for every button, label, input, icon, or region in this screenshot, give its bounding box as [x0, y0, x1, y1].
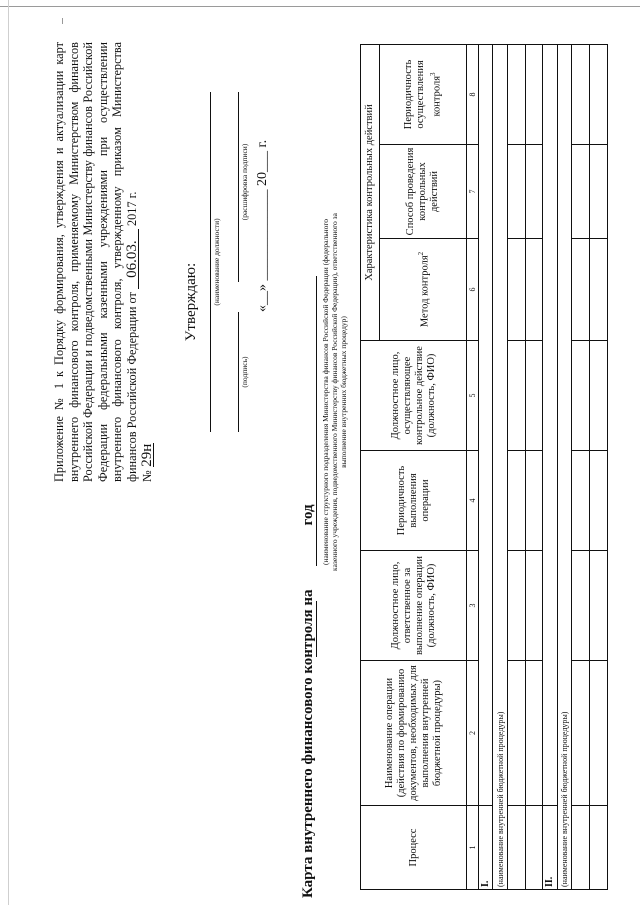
section-1-caption: (наименование внутренней бюджетной процедуры) — [493, 44, 508, 889]
header-method-text: Метод контроля — [419, 255, 431, 328]
header-process: Процесс — [361, 806, 467, 890]
card-title-text: Карта внутреннего финансового контроля на — [300, 589, 316, 898]
position-caption: (наименование должности) — [212, 218, 221, 306]
table-row — [572, 44, 590, 889]
section-1-number: I. — [478, 806, 493, 890]
position-line — [210, 92, 211, 432]
order-number: 29н — [138, 443, 155, 467]
section-2-row — [543, 44, 558, 805]
header-characteristics: Характеристика контрольных действий — [361, 44, 380, 340]
col-number: 4 — [467, 451, 478, 551]
col-number: 6 — [467, 239, 478, 341]
footnote-3: 3 — [428, 72, 437, 76]
appendix-text: Приложение № 1 к Порядку формирования, утверждения и актуализации карт внутреннего финансового контроля, применяемому Министерством финансов Российской Федерации и подведомственными Министерству финансов Российской Федерации федеральными казенными учреждениями при осуществлении внутреннего финансового контроля, утвержденному приказом Министерства финансов Российской Федерации от — [52, 42, 139, 482]
name-caption: (расшифровка подписи) — [240, 143, 249, 221]
year-blank-line — [316, 601, 317, 657]
header-way: Способ проведения контрольных действий — [379, 145, 467, 239]
footnote-2: 2 — [416, 251, 425, 256]
appendix-header — [52, 42, 154, 482]
header-periodicity-operation: Периодичность выполнения операции — [361, 451, 467, 551]
section-2-caption: (наименование внутренней бюджетной процедуры) — [557, 44, 572, 889]
col-number: 5 — [467, 341, 478, 451]
table-row — [507, 44, 525, 889]
col-number: 8 — [467, 44, 478, 144]
table-row — [590, 44, 608, 889]
col-number: 2 — [467, 661, 478, 806]
table-row — [525, 44, 543, 889]
order-number-prefix: № — [139, 470, 154, 482]
approval-date-line: «__» _____________ 20___ г. — [255, 139, 270, 312]
control-map-table — [360, 44, 608, 890]
header-method — [379, 239, 467, 341]
card-title-year: год — [300, 504, 316, 526]
appendix-year: 2017 г. — [124, 191, 139, 226]
approval-title: Утверждаю: — [183, 262, 199, 342]
signature-line — [238, 312, 239, 432]
section-1-row — [478, 44, 493, 805]
header-responsible: Должностное лицо, ответственное за выполнение операции (должность, ФИО) — [361, 551, 467, 661]
unit-blank-line — [316, 276, 317, 566]
section-2-number: II. — [543, 806, 558, 890]
col-number: 3 — [467, 551, 478, 661]
col-number: 1 — [467, 806, 478, 890]
header-periodicity-control-text: Периодичность осуществления контроля — [402, 59, 443, 130]
card-title — [300, 504, 317, 898]
header-periodicity-control — [379, 44, 467, 144]
col-number: 7 — [467, 145, 478, 239]
date-field: 06.03. — [126, 229, 139, 289]
header-operation: Наименование операции (действия по формированию документов, необходимых для выполнения внутренней бюджетной процедуры) — [361, 661, 467, 806]
name-line — [238, 92, 239, 282]
document-page — [0, 2, 640, 902]
signature-caption: (подпись) — [240, 356, 249, 388]
unit-caption: (наименование структурного подразделения Министерства финансов Российской Федерации (федерального казенного учреждения, подведомственного Министерству финансов Российской Федерации), ответственного за выполнение внутренних бюджетных процедур) — [321, 213, 348, 571]
header-controller: Должностное лицо, осуществляющее контрольное действие (должность, ФИО) — [361, 341, 467, 451]
